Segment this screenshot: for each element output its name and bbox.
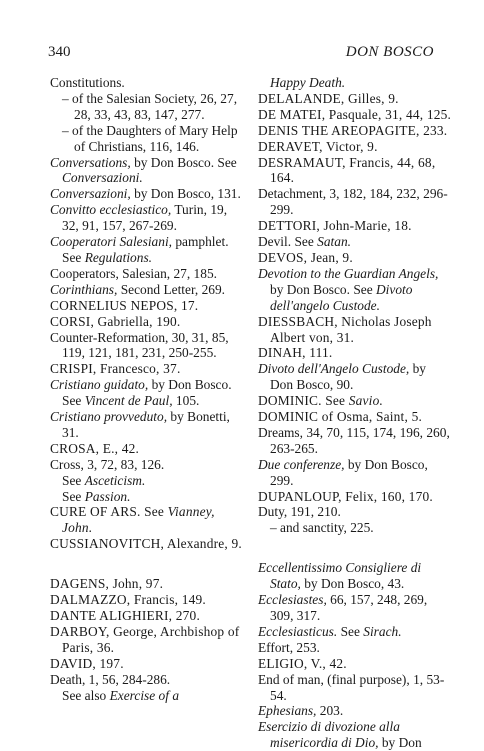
page-number: 340 <box>48 44 71 60</box>
index-entry: DOMINIC of Osma, Saint, 5. <box>258 409 423 425</box>
index-entry: Constitutions. <box>50 75 125 90</box>
index-entry: Cristiano provveduto, by Bonetti, 31. <box>50 409 230 440</box>
index-entry: Cooperatori Salesiani, pamphlet. See Regulations. <box>50 234 229 265</box>
index-entry: Cross, 3, 72, 83, 126. <box>50 456 165 472</box>
index-entry: Due conferenze, by Don Bosco, 299. <box>258 456 428 488</box>
index-entry: Corinthians, Second Letter, 269. <box>50 281 226 297</box>
index-entry: End of man, (final purpose), 1, 53-54. <box>258 671 445 703</box>
index-entry: DELALANDE, Gilles, 9. <box>258 90 399 106</box>
index-entry: Convitto ecclesiastico, Turin, 19, 32, 91, 157, 267-269. <box>50 202 228 234</box>
index-entry: DARBOY, George, Archbishop of Paris, 36. <box>50 623 240 655</box>
index-entry: Effort, 253. <box>258 639 320 655</box>
index-entry: Esercizio di divozione alla misericordia di Dio, by Don <box>258 719 422 751</box>
index-subentry: Happy Death. <box>270 75 346 90</box>
index-entry: CURE OF ARS. See Vianney, John. <box>50 504 215 536</box>
index-subentry: See also Exercise of a <box>62 687 180 703</box>
index-entry: CORSI, Gabriella, 190. <box>50 313 181 329</box>
index-entry: Ecclesiasticus. See Sirach. <box>258 623 402 639</box>
index-entry: DAGENS, John, 97. <box>50 576 164 592</box>
index-column-left <box>50 75 244 703</box>
index-entry: Devil. See Satan. <box>258 234 351 250</box>
index-entry: Conversations, by Don Bosco. See Conversazioni. <box>50 154 237 186</box>
index-entry: Divoto dell'Angelo Custode, by Don Bosco, 90. <box>258 361 427 393</box>
index-entry: DALMAZZO, Francis, 149. <box>50 592 206 608</box>
index-entry: DOMINIC. See Savio. <box>258 393 384 409</box>
index-subentry: See Passion. <box>62 488 131 504</box>
index-entry: DENIS THE AREOPAGITE, 233. <box>258 122 448 138</box>
index-entry: CRISPI, Francesco, 37. <box>50 361 181 377</box>
index-entry: DANTE ALIGHIERI, 270. <box>50 608 200 623</box>
index-entry: Counter-Reformation, 30, 31, 85, 119, 121, 181, 231, 250-255. <box>50 329 229 361</box>
index-entry: DIESSBACH, Nicholas Joseph Albert von, 31. <box>258 313 432 345</box>
index-subentry: See Asceticism. <box>62 472 146 488</box>
index-entry: DETTORI, John-Marie, 18. <box>258 218 412 234</box>
index-entry: DAVID, 197. <box>50 655 124 671</box>
index-entry: Dreams, 34, 70, 115, 174, 196, 260, 263-265. <box>258 424 450 456</box>
letter-gap <box>50 552 244 576</box>
index-entry: Conversazioni, by Don Bosco, 131. <box>50 186 241 202</box>
index-entry: CUSSIANOVITCH, Alexandre, 9. <box>50 536 242 552</box>
letter-gap <box>258 536 452 560</box>
running-title: DON BOSCO <box>345 44 434 60</box>
index-entry: CORNELIUS NEPOS, 17. <box>50 297 199 313</box>
page-header <box>48 42 434 62</box>
index-entry: DINAH, 111. <box>258 345 333 361</box>
index-entry: Cristiano guidato, by Don Bosco. See Vincent de Paul, 105. <box>50 377 232 409</box>
index-subentry: – of the Daughters of Mary Help of Christians, 116, 146. <box>62 122 238 154</box>
index-entry: Detachment, 3, 182, 184, 232, 296-299. <box>258 186 448 218</box>
index-subentry: – of the Salesian Society, 26, 27, 28, 33, 43, 83, 147, 277. <box>62 90 238 122</box>
index-entry: DERAVET, Victor, 9. <box>258 138 378 154</box>
index-entry: Devotion to the Guardian Angels, by Don Bosco. See Divoto dell'angelo Custode. <box>258 265 439 313</box>
index-entry: Death, 1, 56, 284-286. <box>50 671 171 687</box>
index-subentry: – and sanctity, 225. <box>270 520 374 536</box>
index-entry: DUPANLOUP, Felix, 160, 170. <box>258 488 433 504</box>
index-entry: Ephesians, 203. <box>258 703 344 719</box>
index-entry: DE MATEI, Pasquale, 31, 44, 125. <box>258 106 452 122</box>
index-entry: ELIGIO, V., 42. <box>258 655 347 671</box>
index-entry: CROSA, E., 42. <box>50 440 140 456</box>
index-column-right <box>258 75 452 751</box>
index-entry: Eccellentissimo Consigliere di Stato, by Don Bosco, 43. <box>258 560 422 592</box>
index-entry: DEVOS, Jean, 9. <box>258 249 353 265</box>
index-entry: DESRAMAUT, Francis, 44, 68, 164. <box>258 154 436 186</box>
index-entry: Duty, 191, 210. <box>258 504 341 520</box>
index-entry: Cooperators, Salesian, 27, 185. <box>50 265 217 281</box>
index-entry: Ecclesiastes, 66, 157, 248, 269, 309, 317. <box>258 592 428 623</box>
